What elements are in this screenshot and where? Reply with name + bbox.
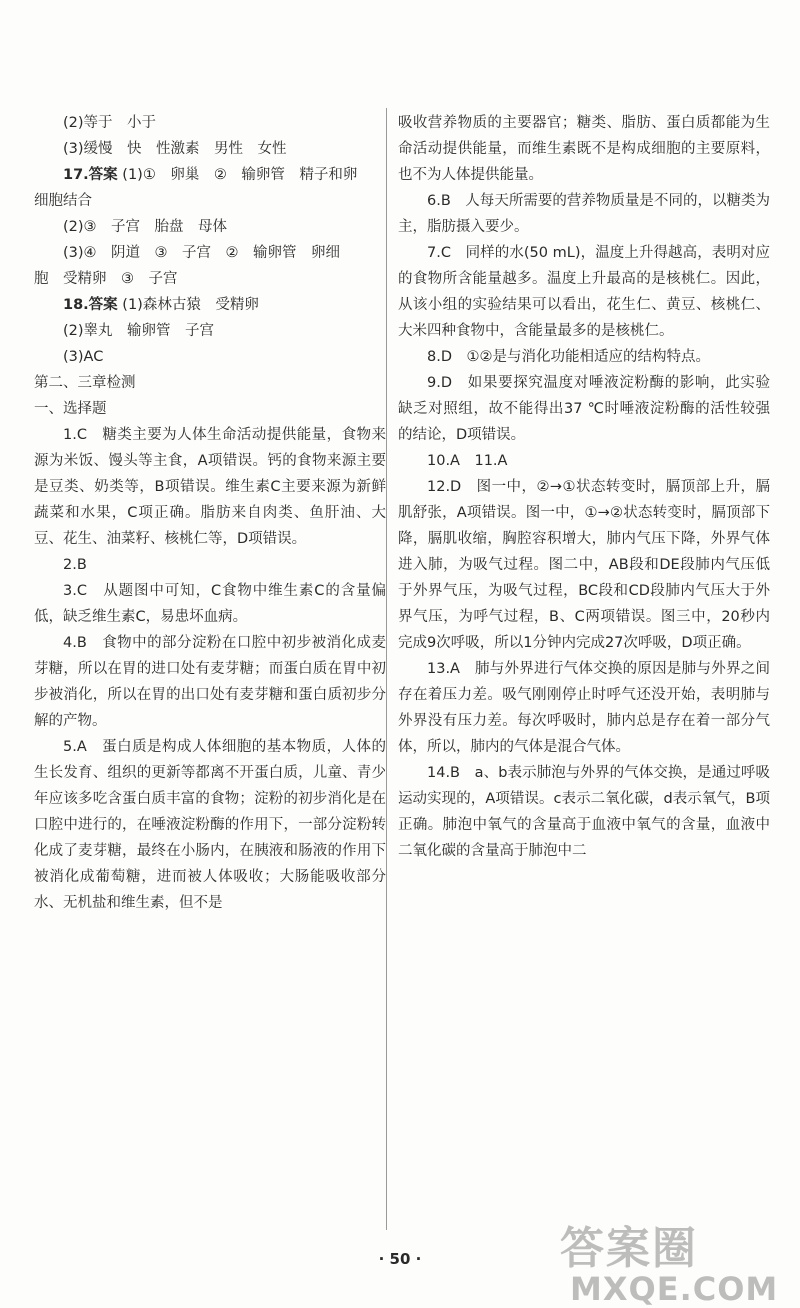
answer-line: (3)缓慢 快 性激素 男性 女性 <box>63 141 287 157</box>
answer-14: 14.B a、b表示肺泡与外界的气体交换，是通过呼吸运动实现的，A项错误。c表示二氧化碳，d表示氧气，B项正确。肺泡中氧气的含量高于血液中氧气的含量，血液中二氧化碳的含量高于肺泡中二 <box>398 765 770 859</box>
answer-label: 17.答案 <box>63 167 118 183</box>
answer-12: 12.D 图一中，②→①状态转变时，膈顶部上升，膈肌舒张，A项错误。图一中，①→②状态转变时，膈顶部下降，膈肌收缩，胸腔容积增大，肺内气压下降，外界气体进入肺，为吸气过程。图二中，AB段和DE段肺内气压低于外界气压，为吸气过程，BC段和CD段肺内气压大于外界气压，为呼气过程，B、C两项错误。图三中，20秒内完成9次呼吸，所以1分钟内完成27次呼吸，D项正确。 <box>398 479 770 651</box>
right-column <box>398 110 770 864</box>
answer-2: 2.B <box>63 557 87 573</box>
subheading: 一、选择题 <box>34 401 107 417</box>
watermark-logo <box>560 1212 800 1308</box>
answer-line: 细胞结合 <box>34 193 92 209</box>
answer-8: 8.D ①②是与消化功能相适应的结构特点。 <box>427 349 710 365</box>
answer-7: 7.C 同样的水(50 mL)，温度上升得越高，表明对应的食物所含能量越多。温度上升最高的是核桃仁。因此，从该小组的实验结果可以看出，花生仁、黄豆、核桃仁、大米四种食物中，含能量最多的是核桃仁。 <box>398 245 770 339</box>
answer-5-continued: 吸收营养物质的主要器官；糖类、脂肪、蛋白质都能为生命活动提供能量，而维生素既不是构成细胞的主要原料，也不为人体提供能量。 <box>398 115 770 183</box>
answer-line: (2)睾丸 输卵管 子宫 <box>63 323 215 339</box>
answer-line: 胞 受精卵 ③ 子宫 <box>34 271 178 287</box>
answer-line: (3)AC <box>63 349 104 365</box>
section-title: 第二、三章检测 <box>34 375 136 391</box>
answer-label: 18.答案 <box>63 297 118 313</box>
answer-9: 9.D 如果要探究温度对唾液淀粉酶的影响，此实验缺乏对照组，故不能得出37 ℃时唾液淀粉酶的活性较强的结论，D项错误。 <box>398 375 770 443</box>
answer-line: (2)等于 小于 <box>63 115 157 131</box>
watermark-logo-text: 答案圈 <box>560 1223 698 1274</box>
watermark-url: MXQE.COM <box>570 1270 779 1308</box>
answer-3: 3.C 从题图中可知，C食物中维生素C的含量偏低，缺乏维生素C，易患坏血病。 <box>34 583 386 625</box>
left-column <box>34 110 386 916</box>
answer-18: 18.答案 (1)森林古猿 受精卵 <box>63 297 259 313</box>
column-divider <box>386 108 387 1230</box>
answer-line: (3)④ 阴道 ③ 子宫 ② 输卵管 卵细 <box>63 245 341 261</box>
answer-5: 5.A 蛋白质是构成人体细胞的基本物质，人体的生长发育、组织的更新等都离不开蛋白质，儿童、青少年应该多吃含蛋白质丰富的食物；淀粉的初步消化是在口腔中进行的，在唾液淀粉酶的作用下，一部分淀粉转化成了麦芽糖，最终在小肠内，在胰液和肠液的作用下被消化成葡萄糖，进而被人体吸收；大肠能吸收部分水、无机盐和维生素，但不是 <box>34 739 386 911</box>
answer-10-11: 10.A 11.A <box>427 453 508 469</box>
answer-17: 17.答案 (1)① 卵巢 ② 输卵管 精子和卵 <box>63 167 358 183</box>
answer-6: 6.B 人每天所需要的营养物质量是不同的，以糖类为主，脂肪摄入要少。 <box>398 193 770 235</box>
answer-4: 4.B 食物中的部分淀粉在口腔中初步被消化成麦芽糖，所以在胃的进口处有麦芽糖；而蛋白质在胃中初步被消化，所以在胃的出口处有麦芽糖和蛋白质初步分解的产物。 <box>34 635 386 729</box>
answer-line: (2)③ 子宫 胎盘 母体 <box>63 219 228 235</box>
answer-13: 13.A 肺与外界进行气体交换的原因是肺与外界之间存在着压力差。吸气刚刚停止时呼气还没开始，表明肺与外界没有压力差。每次呼吸时，肺内总是存在着一部分气体，所以，肺内的气体是混合气体。 <box>398 661 770 755</box>
answer-1: 1.C 糖类主要为人体生命活动提供能量，食物来源为米饭、馒头等主食，A项错误。钙的食物来源主要是豆类、奶类等，B项错误。维生素C主要来源为新鲜蔬菜和水果，C项正确。脂肪来自肉类、鱼肝油、大豆、花生、油菜籽、核桃仁等，D项错误。 <box>34 427 386 547</box>
page-number: · 50 · <box>378 1250 422 1268</box>
